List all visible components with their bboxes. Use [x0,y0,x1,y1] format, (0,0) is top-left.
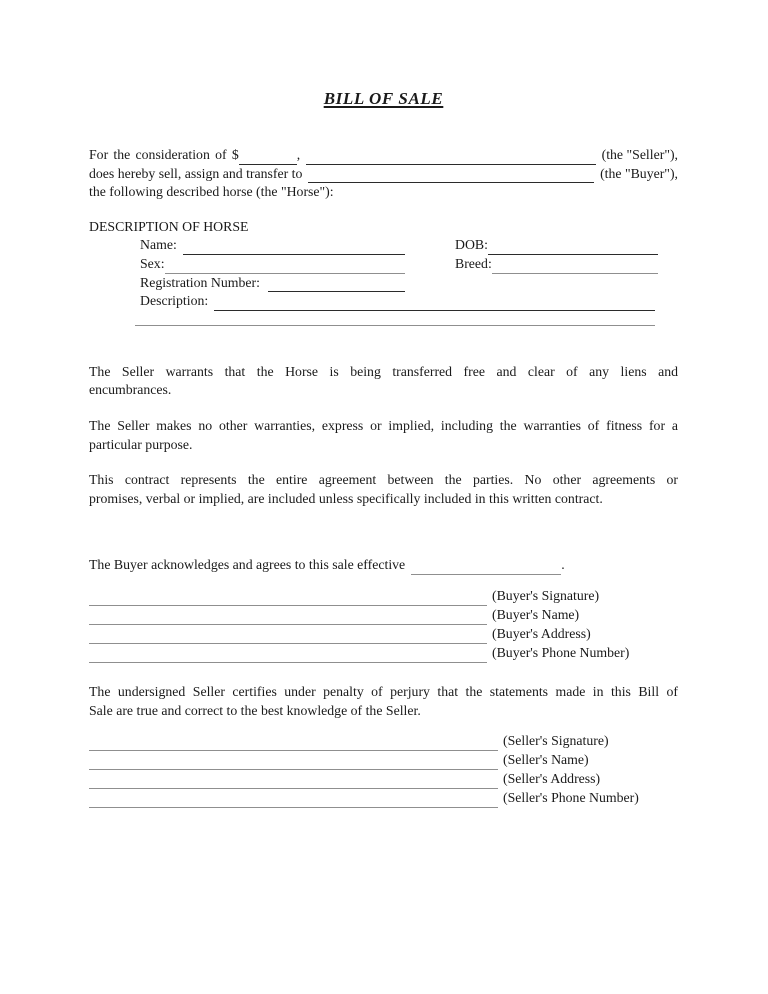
field-row-description [89,292,678,311]
description-label: Description: [140,293,209,309]
horse-description-heading: DESCRIPTION OF HORSE [89,218,249,234]
name-label: Name: [140,237,177,253]
clause-free-of-liens-line1: The Seller warrants that the Horse is being transferred free and clear of any liens and [89,363,678,379]
seller-certification [89,683,678,720]
seller-certification-line1: The undersigned Seller certifies under penalty of perjury that the statements made in this Bill of [89,683,678,699]
buyer-signature-block [89,587,678,663]
blank-effective-date[interactable] [411,556,561,575]
clause-no-other-warranties [89,417,678,454]
clause-no-other-warranties-line2: particular purpose. [89,436,193,452]
blank-horse-description[interactable] [214,292,655,311]
horse-description-fields [89,236,678,325]
blank-horse-breed[interactable] [492,255,658,274]
blank-consideration-amount[interactable] [239,146,297,165]
intro-line-2 [89,165,678,184]
field-sex [140,255,405,274]
seller-name-row [89,751,678,770]
description-continuation-line[interactable] [135,325,655,326]
blank-buyer-name[interactable] [308,165,594,184]
intro-line-3 [89,183,678,202]
seller-name-label: (Seller's Name) [503,752,589,768]
buyer-address-row [89,625,678,644]
blank-horse-name[interactable] [183,236,405,255]
blank-horse-sex[interactable] [165,255,405,274]
document-title: BILL OF SALE [323,89,444,108]
blank-buyer-address[interactable] [89,625,487,644]
clause-no-other-warranties-line1: The Seller makes no other warranties, express or implied, including the warranties of fitness for a [89,417,678,433]
buyer-acknowledgement-text: The Buyer acknowledges and agrees to this sale effective [89,557,406,573]
seller-phone-label: (Seller's Phone Number) [503,790,639,806]
intro-line1-comma: , [296,147,301,162]
field-description [140,292,655,311]
field-name [140,236,405,255]
clause-free-of-liens-line2: encumbrances. [89,382,172,398]
clause-free-of-liens [89,363,678,400]
buyer-name-row [89,606,678,625]
blank-seller-name[interactable] [306,146,595,165]
intro-paragraph [89,146,678,202]
buyer-signature-row [89,587,678,606]
seller-address-row [89,770,678,789]
blank-buyer-phone-number[interactable] [89,644,487,663]
field-dob [455,236,658,255]
seller-signature-label: (Seller's Signature) [503,733,609,749]
buyer-signature-label: (Buyer's Signature) [492,587,600,603]
blank-registration-number[interactable] [268,274,405,293]
blank-buyer-printed-name[interactable] [89,606,487,625]
seller-signature-row [89,732,678,751]
field-row-registration [89,274,678,293]
buyer-acknowledgement [89,556,678,575]
field-row-name-dob [89,236,678,255]
dob-label: DOB: [455,237,488,253]
blank-seller-phone-number[interactable] [89,789,498,808]
seller-phone-row [89,789,678,808]
breed-label: Breed: [455,255,492,271]
buyer-designation-text: (the "Buyer"), [600,165,678,181]
field-registration-number [140,274,405,293]
buyer-acknowledgement-period: . [561,557,565,573]
buyer-phone-row [89,644,678,663]
clause-entire-agreement-line1: This contract represents the entire agreement between the parties. No other agreements or [89,472,678,488]
intro-line2-text: does hereby sell, assign and transfer to [89,165,303,181]
blank-buyer-signature[interactable] [89,587,487,606]
sex-label: Sex: [140,255,165,271]
seller-certification-line2: Sale are true and correct to the best knowledge of the Seller. [89,702,421,718]
buyer-address-label: (Buyer's Address) [492,625,591,641]
clause-entire-agreement-line2: promises, verbal or implied, are included unless specifically included in this written contract. [89,490,603,506]
seller-signature-block [89,732,678,808]
field-breed [455,255,658,274]
blank-horse-dob[interactable] [488,236,658,255]
blank-seller-signature[interactable] [89,732,498,751]
clause-entire-agreement [89,471,678,508]
seller-designation-text: (the "Seller"), [601,147,678,162]
field-row-sex-breed [89,255,678,274]
buyer-name-label: (Buyer's Name) [492,606,580,622]
blank-seller-address[interactable] [89,770,498,789]
buyer-phone-label: (Buyer's Phone Number) [492,644,630,660]
registration-number-label: Registration Number: [140,274,260,290]
intro-line1-text: For the consideration of $ [89,147,239,162]
seller-address-label: (Seller's Address) [503,771,601,787]
intro-line-1 [89,146,678,165]
blank-seller-printed-name[interactable] [89,751,498,770]
intro-line3-text: the following described horse (the "Horse"): [89,184,334,200]
